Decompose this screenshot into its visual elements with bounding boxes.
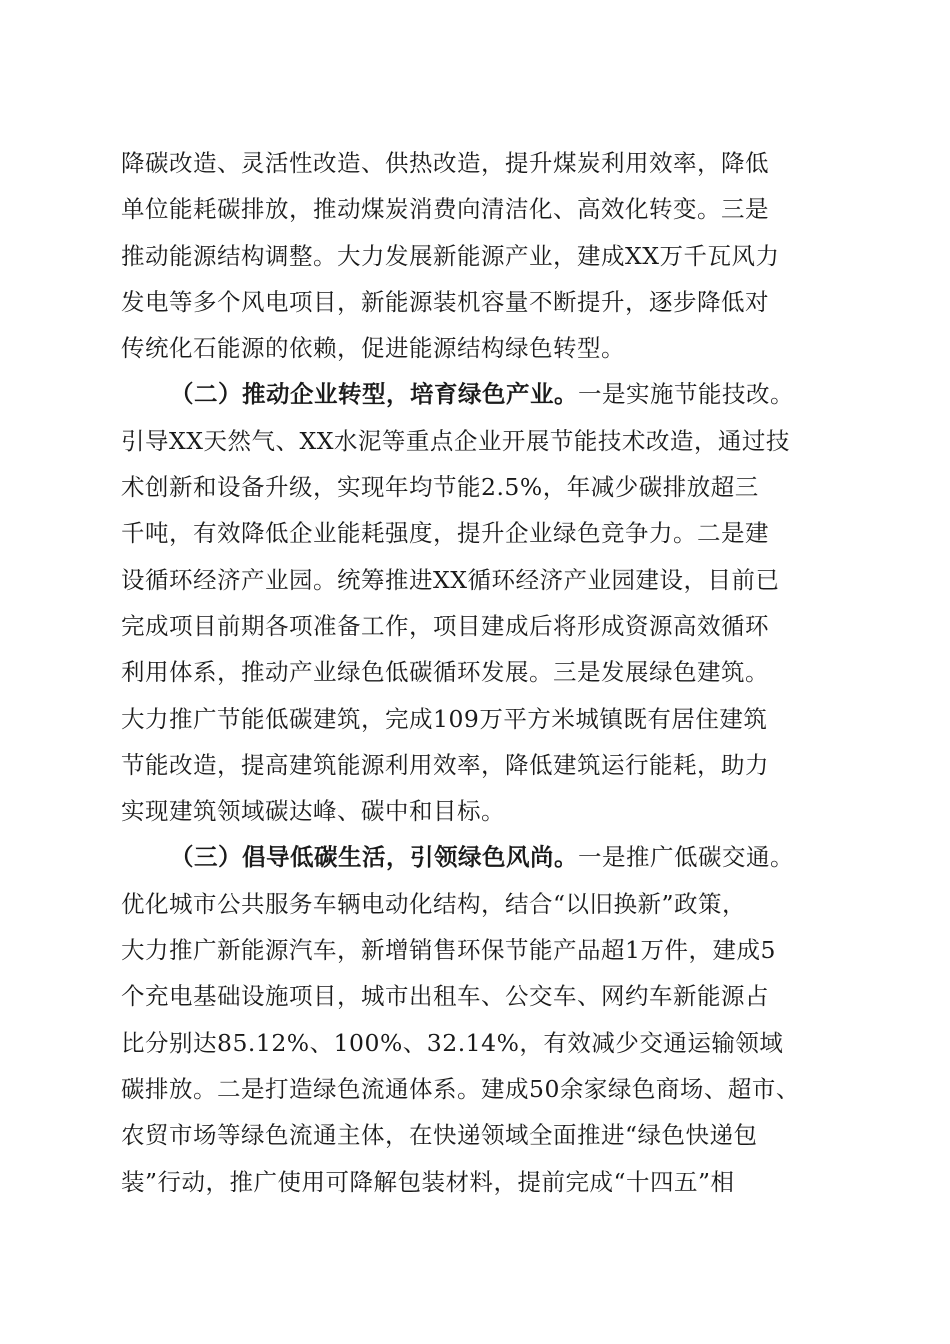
p2-line-5: 完成项目前期各项准备工作，项目建成后将形成资源高效循环 [121, 611, 769, 640]
p1-line-2: 单位能耗碳排放，推动煤炭消费向清洁化、高效化转变。三是 [121, 195, 769, 224]
p1-line-1: 降碳改造、灵活性改造、供热改造，提升煤炭利用效率，降低 [121, 149, 769, 177]
section-heading-3: （三）倡导低碳生活，引领绿色风尚。 [170, 843, 578, 872]
p2-line-4: 设循环经济产业园。统筹推进XX循环经济产业园建设，目前已 [121, 565, 780, 594]
p1-line-3: 推动能源结构调整。大力发展新能源产业，建成XX万千瓦风力 [121, 241, 780, 270]
p2-line-3: 千吨，有效降低企业能耗强度，提升企业绿色竞争力。二是建 [121, 519, 769, 548]
p3-line-5: 碳排放。二是打造绿色流通体系。建成50余家绿色商场、超市、 [121, 1074, 800, 1103]
p3-first-line-rest: 一是推广低碳交通。 [578, 843, 794, 872]
p2-first-line [121, 371, 841, 417]
p3-line-7: 装”行动，推广使用可降解包装材料，提前完成“十四五”相 [121, 1167, 735, 1196]
p2-line-9: 实现建筑领域碳达峰、碳中和目标。 [121, 797, 505, 826]
p2-first-line-rest: 一是实施节能技改。 [578, 380, 794, 409]
p3-first-line [121, 834, 841, 880]
p1-line-4: 发电等多个风电项目，新能源装机容量不断提升，逐步降低对 [121, 287, 769, 316]
document-body [121, 140, 841, 1205]
p2-line-2: 术创新和设备升级，实现年均节能2.5%，年减少碳排放超三 [121, 473, 759, 502]
p3-line-2: 大力推广新能源汽车，新增销售环保节能产品超1万件，建成5 [121, 936, 776, 965]
p3-line-1: 优化城市公共服务车辆电动化结构，结合“以旧换新”政策， [121, 889, 747, 918]
p1-line-5: 传统化石能源的依赖，促进能源结构绿色转型。 [121, 334, 625, 363]
p3-line-3: 个充电基础设施项目，城市出租车、公交车、网约车新能源占 [121, 982, 769, 1011]
p2-line-8: 节能改造，提高建筑能源利用效率，降低建筑运行能耗，助力 [121, 750, 769, 779]
p2-line-7: 大力推广节能低碳建筑，完成109万平方米城镇既有居住建筑 [121, 704, 768, 733]
p2-line-1: 引导XX天然气、XX水泥等重点企业开展节能技术改造，通过技 [121, 426, 790, 455]
p3-line-4: 比分别达85.12%、100%、32.14%，有效减少交通运输领域 [121, 1028, 784, 1057]
p3-line-6: 农贸市场等绿色流通主体，在快递领域全面推进“绿色快递包 [121, 1121, 758, 1150]
section-heading-2: （二）推动企业转型，培育绿色产业。 [170, 380, 578, 409]
p2-line-6: 利用体系，推动产业绿色低碳循环发展。三是发展绿色建筑。 [121, 658, 769, 687]
